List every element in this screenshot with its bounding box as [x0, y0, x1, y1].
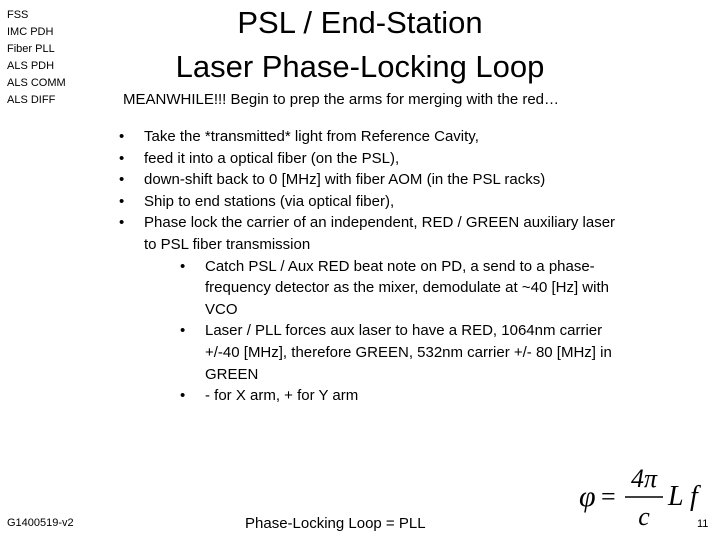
- bullet-list: [119, 126, 619, 407]
- bullet-item: [119, 126, 619, 148]
- sidebar-item-als-diff: ALS DIFF: [7, 94, 56, 106]
- formula-numerator: 4π: [630, 464, 658, 493]
- phase-formula: [573, 460, 713, 530]
- sub-bullet-item: [144, 256, 619, 321]
- formula-phi: φ: [579, 480, 596, 513]
- document-id: G1400519-v2: [7, 517, 74, 529]
- bullet-item: [119, 169, 619, 191]
- slide-title: [130, 1, 590, 89]
- formula-equals: =: [601, 482, 616, 511]
- sidebar-item-fiber-pll: Fiber PLL: [7, 43, 55, 55]
- bullet-item: [119, 148, 619, 170]
- sub-bullet-list: [144, 256, 619, 407]
- sub-bullet-text: Catch PSL / Aux RED beat note on PD, a send to a phase-frequency detector as the mixer, demodulate at ~40 [Hz] with VCO: [205, 257, 609, 318]
- sub-bullet-text: Laser / PLL forces aux laser to have a RED, 1064nm carrier +/-40 [MHz], therefore GREEN, 532nm carrier +/- 80 [MHz] in GREEN: [205, 322, 612, 383]
- formula-frequency-f: f: [690, 481, 698, 512]
- sidebar-nav: [7, 7, 66, 109]
- sidebar-item-imc-pdh: IMC PDH: [7, 26, 54, 38]
- sub-bullet-text: - for X arm, + for Y arm: [205, 387, 359, 405]
- slide-title-line-2: Laser Phase-Locking Loop: [175, 49, 545, 84]
- slide-title-line-1: PSL / End-Station: [237, 5, 483, 40]
- bullet-text: Ship to end stations (via optical fiber),: [144, 192, 395, 210]
- footer-title: Phase-Locking Loop = PLL: [245, 515, 426, 532]
- sidebar-item-als-pdh: ALS PDH: [7, 60, 55, 72]
- sidebar-item-als-comm: ALS COMM: [7, 77, 66, 89]
- bullet-item: [119, 212, 619, 406]
- bullet-text: Phase lock the carrier of an independent, RED / GREEN auxiliary laser to PSL fiber transmission: [144, 214, 616, 253]
- sub-bullet-item: [144, 320, 619, 385]
- formula-length-l: L: [668, 481, 684, 512]
- bullet-text: Take the *transmitted* light from Reference Cavity,: [144, 128, 479, 145]
- page-number: 11: [697, 518, 709, 530]
- slide-subtitle: MEANWHILE!!! Begin to prep the arms for merging with the red…: [123, 91, 560, 108]
- sidebar-item-fss: FSS: [7, 9, 29, 21]
- bullet-text: feed it into a optical fiber (on the PSL),: [144, 149, 400, 167]
- bullet-text: down-shift back to 0 [MHz] with fiber AOM (in the PSL racks): [144, 171, 546, 189]
- formula-denominator: c: [638, 502, 650, 530]
- bullet-item: [119, 191, 619, 213]
- sub-bullet-item: [144, 385, 619, 407]
